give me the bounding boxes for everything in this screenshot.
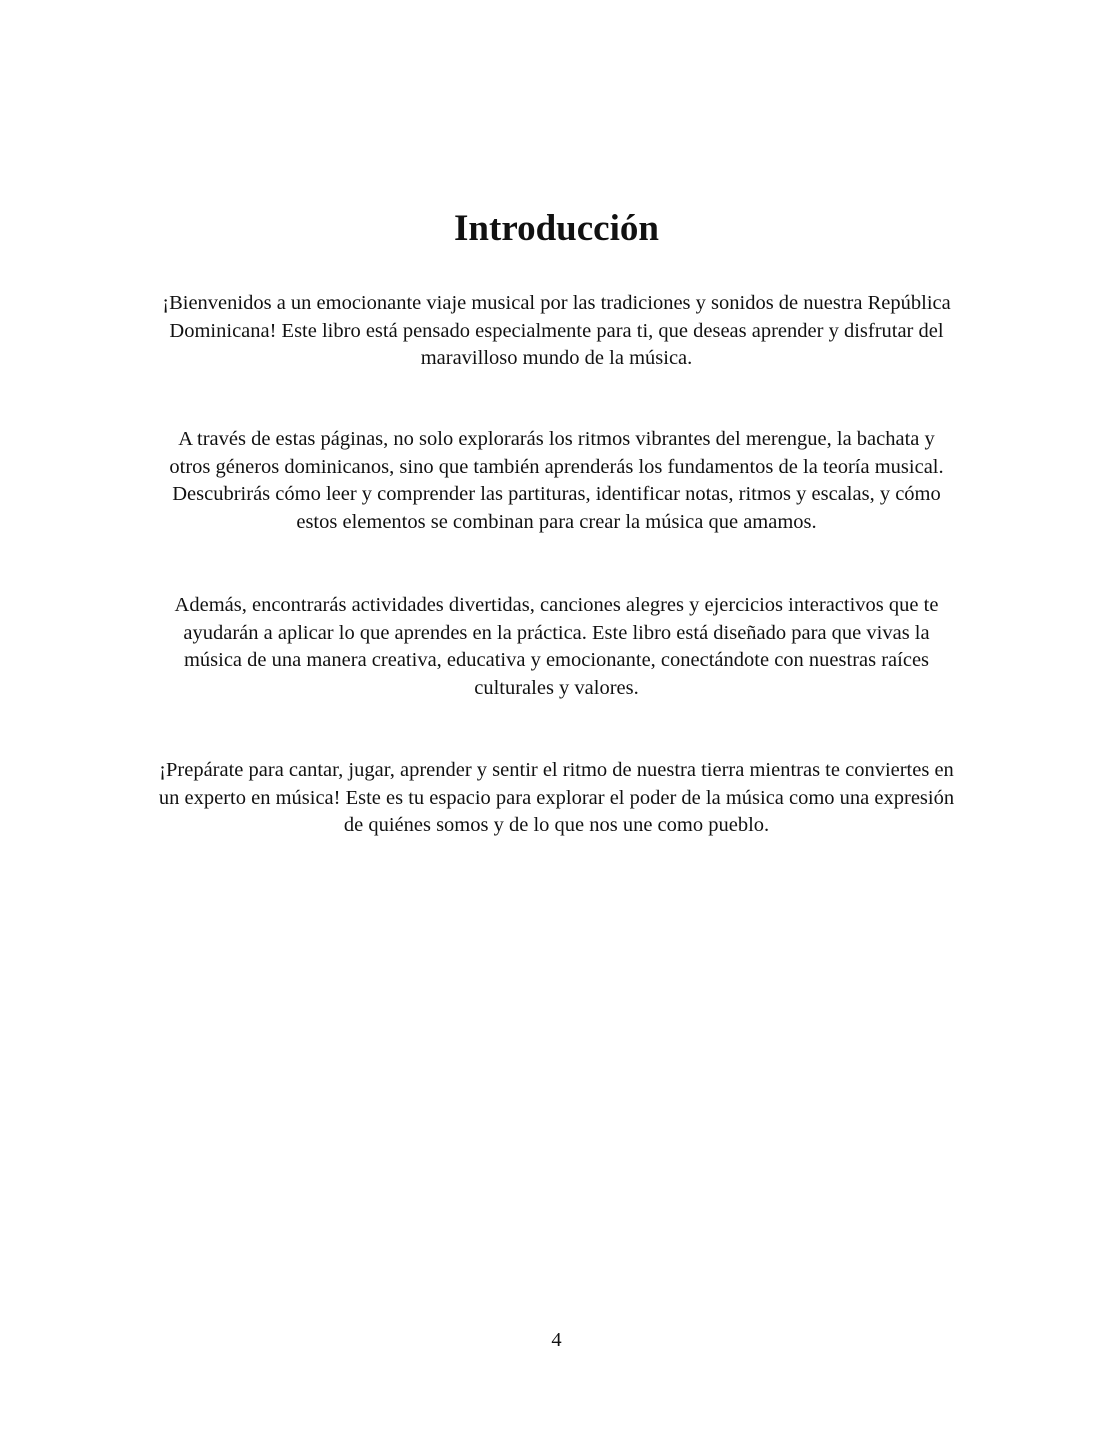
- paragraph-line: maravilloso mundo de la música.: [420, 347, 693, 369]
- intro-paragraph-1: [0, 290, 1113, 373]
- paragraph-line: ¡Bienvenidos a un emocionante viaje musical por las tradiciones y sonidos de nuestra República: [162, 292, 951, 314]
- page-title: Introducción: [454, 208, 659, 249]
- paragraph-line: Dominicana! Este libro está pensado especialmente para ti, que deseas aprender y disfrutar del: [169, 319, 944, 342]
- paragraph-line: un experto en música! Este es tu espacio para explorar el poder de la música como una expresión: [158, 786, 955, 809]
- intro-paragraph-3: [0, 592, 1113, 702]
- paragraph-line: Además, encontrarás actividades divertidas, canciones alegres y ejercicios interactivos que te: [174, 594, 939, 616]
- page-number: 4: [551, 1329, 562, 1351]
- paragraph-line: Descubrirás cómo leer y comprender las partituras, identificar notas, ritmos y escalas, y cómo: [172, 483, 941, 505]
- paragraph-line: estos elementos se combinan para crear la música que amamos.: [296, 510, 817, 533]
- paragraph-line: A través de estas páginas, no solo explorarás los ritmos vibrantes del merengue, la bachata y: [178, 428, 935, 450]
- paragraph-line: ayudarán a aplicar lo que aprendes en la práctica. Este libro está diseñado para que vivas la: [183, 621, 930, 644]
- intro-paragraph-2: [0, 426, 1113, 536]
- paragraph-line: otros géneros dominicanos, sino que también aprenderás los fundamentos de la teoría musical.: [169, 455, 944, 478]
- paragraph-line: música de una manera creativa, educativa y emocionante, conectándote con nuestras raíces: [183, 649, 930, 671]
- paragraph-line: culturales y valores.: [474, 676, 639, 699]
- paragraph-line: de quiénes somos y de lo que nos une como pueblo.: [343, 814, 770, 836]
- paragraph-line: ¡Prepárate para cantar, jugar, aprender y sentir el ritmo de nuestra tierra mientras te conviertes en: [159, 759, 954, 781]
- intro-paragraph-4: [0, 757, 1113, 840]
